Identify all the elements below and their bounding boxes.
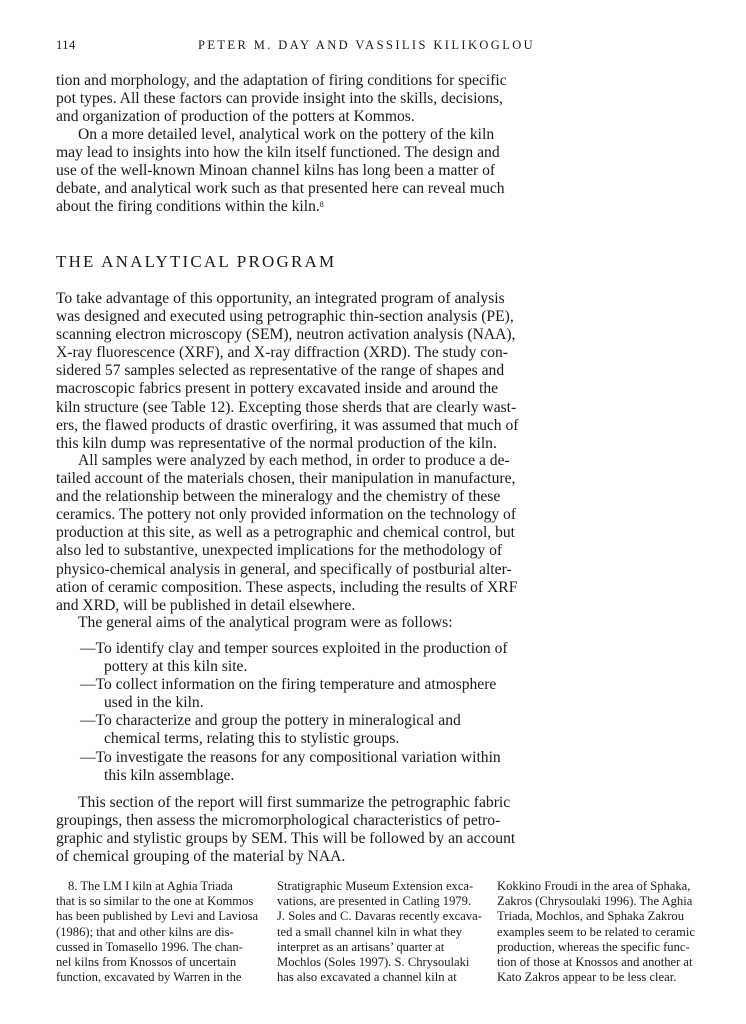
list-item-line: —To collect information on the firing temperature and atmosphere: [80, 676, 497, 694]
running-header: [56, 38, 680, 56]
footnote-line: Zakros (Chrysoulaki 1996). The Aghia: [497, 894, 693, 909]
text-line: may lead to insights into how the kiln itself functioned. The design and: [56, 144, 500, 162]
text-line: and organization of production of the potters at Kommos.: [56, 108, 415, 126]
footnote-line: has been published by Levi and Laviosa: [56, 909, 259, 924]
list-item: [56, 748, 501, 785]
text-line: sidered 57 samples selected as representative of the range of shapes and: [56, 362, 505, 380]
footnote-ref: 8: [319, 200, 324, 210]
text-line: X-ray fluorescence (XRF), and X-ray diffraction (XRD). The study con-: [56, 344, 508, 362]
list-item-line: —To characterize and group the pottery in mineralogical and: [80, 712, 461, 730]
footnote-line: interpret as an artisans’ quarter at: [277, 939, 445, 954]
section-paragraph-2: [56, 452, 518, 615]
list-item: [56, 712, 484, 748]
footnote-line: Stratigraphic Museum Extension exca-: [277, 879, 474, 893]
text-line: use of the well-known Minoan channel kilns has long been a matter of: [56, 162, 496, 180]
text-line: All samples were analyzed by each method, in order to produce a de-: [78, 452, 510, 469]
text-line: ceramics. The pottery not only provided information on the technology of: [56, 506, 517, 524]
text-line: of chemical grouping of the material by NAA.: [56, 848, 346, 866]
text-line: also led to substantive, unexpected implications for the methodology of: [56, 542, 503, 560]
intro-paragraph-1: [56, 72, 507, 126]
list-item-line: this kiln assemblage.: [104, 766, 235, 784]
footnote-line: Kato Zakros appear to be less clear.: [497, 970, 677, 985]
intro-paragraph-2: [56, 126, 505, 216]
text-line: physico-chemical analysis in general, and specifically of postburial alter-: [56, 560, 512, 578]
footnote-line: 8. The LM I kiln at Aghia Triada: [68, 879, 233, 893]
text-line: pot types. All these factors can provide insight into the skills, decisions,: [56, 90, 503, 108]
footnote-line: Triada, Mochlos, and Sphaka Zakrou: [497, 909, 685, 924]
footnote-line: that is so similar to the one at Kommos: [56, 894, 254, 909]
running-head-authors: PETER M. DAY AND VASSILIS KILIKOGLOU: [198, 38, 536, 52]
text-line: On a more detailed level, analytical work on the pottery of the kiln: [78, 126, 495, 143]
text-line: To take advantage of this opportunity, an integrated program of analysis: [56, 290, 505, 307]
footnote-line: function, excavated by Warren in the: [56, 970, 242, 985]
text-line: graphic and stylistic groups by SEM. This will be followed by an account: [56, 830, 516, 848]
text-line: production at this site, as well as a petrographic and chemical control, but: [56, 524, 516, 542]
text-line: ers, the flawed products of drastic overfiring, it was assumed that much of: [56, 416, 519, 434]
footnote-line: examples seem to be related to ceramic: [497, 924, 695, 939]
footnote-line: (1986); that and other kilns are dis-: [56, 924, 234, 939]
text-line: The general aims of the analytical program were as follows:: [78, 614, 453, 631]
text-line: and XRD, will be published in detail elsewhere.: [56, 596, 356, 614]
text-line: and the relationship between the mineralogy and the chemistry of these: [56, 488, 501, 506]
text-line: tailed account of the materials chosen, their manipulation in manufacture,: [56, 470, 516, 488]
aims-list: [56, 640, 508, 785]
text-line: was designed and executed using petrographic thin-section analysis (PE),: [56, 308, 514, 326]
section-paragraph-1: [56, 290, 519, 453]
list-item: [56, 676, 497, 712]
section-heading: THE ANALYTICAL PROGRAM: [56, 252, 337, 271]
text-line: kiln structure (see Table 12). Excepting those sherds that are clearly wast-: [56, 398, 517, 416]
footnote-line: ted a small channel kiln in what they: [277, 924, 463, 939]
footnote-column-2: [277, 879, 482, 985]
list-item-line: used in the kiln.: [104, 694, 204, 712]
footnote-line: J. Soles and C. Davaras recently excava-: [277, 909, 482, 924]
footnote-line: tion of those at Knossos and another at: [497, 955, 693, 970]
footnote-line: cussed in Tomasello 1996. The chan-: [56, 939, 243, 954]
text-line: scanning electron microscopy (SEM), neutron activation analysis (NAA),: [56, 326, 516, 344]
text-line: groupings, then assess the micromorphological characteristics of petro-: [56, 812, 501, 830]
footnote-line: nel kilns from Knossos of uncertain: [56, 955, 237, 970]
footnote-line: production, whereas the specific func-: [497, 939, 690, 954]
text-line: macroscopic fabrics present in pottery excavated inside and around the: [56, 380, 499, 398]
list-item-line: pottery at this kiln site.: [104, 658, 248, 676]
text-line: ation of ceramic composition. These aspects, including the results of XRF: [56, 578, 518, 596]
list-item-line: —To identify clay and temper sources exploited in the production of: [80, 640, 508, 657]
footnote-column-1: [56, 879, 258, 985]
footnote-line: Mochlos (Soles 1997). S. Chrysoulaki: [277, 955, 470, 970]
text-line: tion and morphology, and the adaptation of firing conditions for specific: [56, 72, 507, 89]
list-item-line: —To investigate the reasons for any compositional variation within: [80, 748, 501, 766]
text-line: this kiln dump was representative of the normal production of the kiln.: [56, 434, 497, 452]
text-line: about the firing conditions within the kiln.: [56, 198, 320, 216]
footnote-column-3: [497, 879, 699, 985]
section-paragraph-4: [56, 794, 516, 866]
text-line-with-note: [56, 198, 484, 216]
text-line: debate, and analytical work such as that presented here can reveal much: [56, 180, 505, 198]
section-paragraph-3: [56, 614, 484, 632]
list-item: [56, 640, 508, 676]
text-line: This section of the report will first summarize the petrographic fabric: [78, 794, 511, 811]
footnote-line: Kokkino Froudi in the area of Sphaka,: [497, 879, 691, 893]
footnote-line: has also excavated a channel kiln at: [277, 970, 457, 985]
footnote-line: vations, are presented in Catling 1979.: [277, 894, 472, 909]
list-item-line: chemical terms, relating this to stylistic groups.: [104, 730, 400, 748]
page-number: 114: [56, 38, 76, 52]
